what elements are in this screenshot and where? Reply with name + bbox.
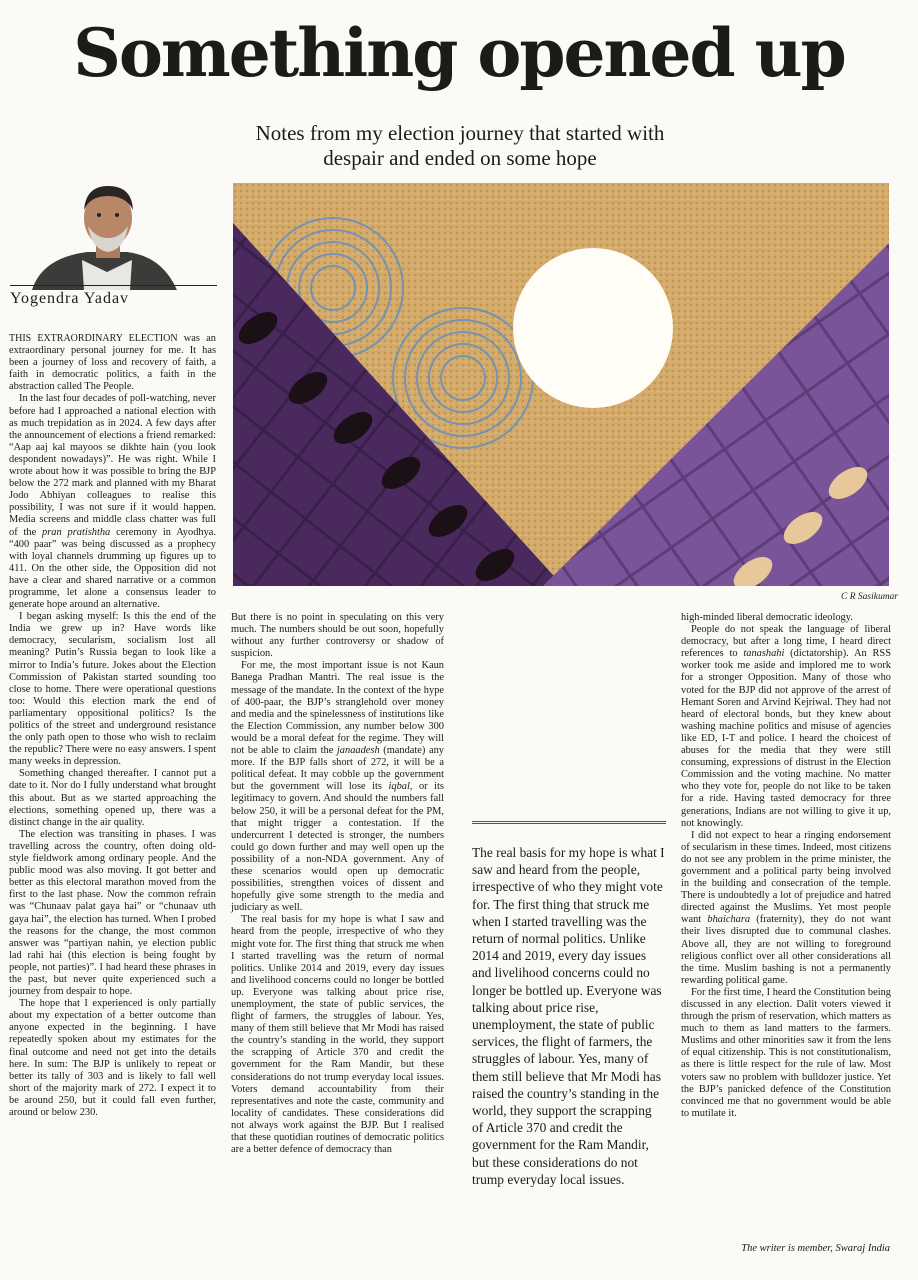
italic-term: pran pratishtha xyxy=(42,526,111,538)
paragraph-text: (fraternity), they do not want their lives disrupted due to communal clashes. Above all, they are not willing to foreground religious conflict over all other considerations all the time. Muslim bashing is not a permanently rewarding political game. xyxy=(681,914,891,986)
author-portrait-icon xyxy=(12,180,217,290)
paragraph-text: I did not expect to hear a ringing endorsement of secularism in these times. Indeed, most citizens do not see any problem in the prime minister, the government and a political party being involved in the building and consecration of the temple. There is undoubtedly a lot of prejudice and hatred directed against the Muslims. Yet most people want xyxy=(681,829,891,926)
italic-term: tanashahi xyxy=(743,648,785,660)
byline-block xyxy=(10,285,217,308)
illustration xyxy=(233,183,889,586)
pull-quote: The real basis for my hope is what I saw and heard from the people, irrespective of who they might vote for. The first thing that struck me when I started travelling was the return of normal politics. Unlike 2014 and 2019, every day issues and livelihood concerns could no longer be bottled up. Everyone was talking about price rise, unemployment, the state of public services, the flight of farmers, the struggles of labour. Yes, many of them still believe that Mr Modi has raised the country’s standing in the world, they support the scrapping of Article 370 and credit the government for the Ram Mandir, but these considerations do not trump everyday local issues. xyxy=(472,821,666,1188)
paragraph: For the first time, I heard the Constitution being discussed in any election. Dalit voters viewed it through the prism of reservation, which matters as much to them as land matters to the farmers. Muslims and other minorities saw it from the lens of equal citizenship. This is not constitutionalism, as there is little respect for the rule of law. Most voters saw no problem with bulldozer justice. Yet the BJP’s panicked defence of the Constitution convinced me that no government would be able to mutilate it. xyxy=(681,986,891,1119)
ballot-sun-illustration-icon xyxy=(233,183,889,586)
italic-term: iqbal xyxy=(388,781,410,793)
deck-subheadline: Notes from my election journey that started with despair and ended on some hope xyxy=(255,121,665,170)
author-byline: Yogendra Yadav xyxy=(10,290,130,307)
illustration-credit: C R Sasikumar xyxy=(841,592,898,602)
italic-term: janaadesh xyxy=(336,745,380,757)
paragraph-text: (mandate) any more. If the BJP falls short of 272, it will be a political defeat. It may cobble up the government but the government will lose its xyxy=(231,745,444,793)
paragraph: But there is no point in speculating on this very much. The numbers should be out soon, hopefully without any further controversy or shadow of suspicion. xyxy=(231,612,444,660)
paragraph: The real basis for my hope is what I saw and heard from the people, irrespective of who they might vote for. The first thing that struck me when I started travelling was the return of normal politics. Unlike 2014 and 2019, every day issues and livelihood concerns could no longer be bottled up. Everyone was talking about price rise, unemployment, the state of public services, the flight of farmers, the struggles of labour. Yes, many of them still believe that Mr Modi has raised the country’s standing in the world, they support the scrapping of Article 370 and credit the government for the Ram Mandir, but these considerations do not trump everyday local issues. Voters demand accountability from their representatives and note the caste, community and locality of candidates. These considerations did not always work against the BJP. But I realised that these quotidian routines of democratic politics are a better defence of democracy than xyxy=(231,914,444,1156)
paragraph xyxy=(9,333,216,393)
paragraph: The election was transiting in phases. I was travelling across the country, often doing old-style fieldwork among ordinary people. And the public mood was also moving. It got better and better as this electoral marathon moved from the first to the last phase. Now the common refrain was “Chunaav palat gaya hai” or “chunaav uth gaya hai”, the election has turned. When I probed the reasons for the change, the most common answer was “partiyan nahin, ye election public lad rahi hai (this election is being fought by people, not parties)”. I had heard these phrases in the past, but never quite experienced such a journey from despair to hope. xyxy=(9,828,216,998)
paragraph xyxy=(681,830,891,987)
paragraph-text: (dictatorship). An RSS worker took me aside and implored me to work for a stronger Opposition. Many of those who voted for the BJP did not approve of the arrest of Hemant Soren and Arvind Kejriwal. They had not heard of electoral bonds, but they knew about washing machine politics and misuse of agencies like ED, I-T and police. I heard the choicest of abuses for the media that they were still consuming, expressions of distrust in the Election Commission and the voting machine. No matter who they vote for, people do not like to be taken for a ride. Having tasted democracy for three generations, Indians are not willing to give it up, not knowingly. xyxy=(681,648,891,829)
paragraph-text: In the last four decades of poll-watching, never before had I approached a national election with as much trepidation as in 2024. A few days after the announcement of elections a friend remarked: “Aap aaj kal mayoos se dikhte hain (you look despondent nowadays)”. He was right. While I wrote about how it was possible to bring the BJP below the 272 mark and planned with my Bharat Jodo Abhiyan colleagues to realise this possibility, I was not sure if it would happen. Media screens and middle class chatter was full of the xyxy=(9,393,216,538)
paragraph: high-minded liberal democratic ideology. xyxy=(681,612,853,623)
paragraph-text: , or its legitimacy to govern. And should the numbers fall below 250, it will be a personal defeat for the PM, that might trigger a contestation. If the undercurrent I detected is stronger, the numbers could go down further and may well open up the possibility of a non-NDA government. Any of these scenarios would open up democratic possibilities, strengthen voices of dissent and hopefully give some strength to the media and judiciary as well. xyxy=(231,781,444,914)
lead-in: THIS EXTRAORDINARY ELECTION xyxy=(9,333,178,344)
byline-rule xyxy=(10,285,217,286)
paragraph-text: People do not speak the language of liberal democracy, but after a long time, I heard direct references to xyxy=(681,624,891,660)
paragraph-text: was an extraordinary personal journey for me. It has been a journey of loss and recovery of faith, a faith in democratic politics, a faith in the abstraction called The People. xyxy=(9,333,216,393)
paragraph-text: For me, the most important issue is not Kaun Banega Pradhan Mantri. The real issue is the message of the mandate. In the context of the hype of 400-paar, the BJP’s stranglehold over money and media and the spinelessness of institutions like the Election Commission, any number below 300 would be a moral defeat for the regime. They will not be able to claim the xyxy=(231,660,444,757)
paragraph xyxy=(231,660,444,914)
article-column-2 xyxy=(231,612,444,1156)
paragraph: The hope that I experienced is only partially about my expectation of a better outcome than anyone expected in the beginning. I have repeatedly spoken about my estimates for the final outcome and need not get into the details here. In sum: The BJP is unlikely to repeat or better its tally of 303 and is likely to fall well short of the majority mark of 272. I expect it to be around 250, but it could fall even further, around or below 230. xyxy=(9,998,216,1118)
paragraph xyxy=(681,624,891,830)
author-photo xyxy=(12,180,217,290)
article-column-1 xyxy=(9,333,216,1119)
paragraph: Something changed thereafter. I cannot put a date to it. Nor do I fully understand what brought this about. But as we started approaching the elections, something opened up, there was a distinct change in the air quality. xyxy=(9,768,216,828)
headline: Something opened up xyxy=(73,14,845,92)
article-column-4 xyxy=(681,612,891,1120)
author-signoff: The writer is member, Swaraj India xyxy=(741,1243,890,1254)
paragraph-text: ceremony in Ayodhya. “400 paar” was being discussed as a prophecy with loyal channels drumming up figures up to 411. On the other side, the Opposition did not have a clear and shared narrative or a common programme, let alone a consensus leader to generate hope around an alternative. xyxy=(9,526,216,611)
italic-term: bhaichara xyxy=(707,914,751,926)
paragraph: I began asking myself: Is this the end of the India we grew up in? Have words like democracy, secularism, socialism lost all meaning? Putin’s Russia began to look like a mirror to India’s future. Jokes about the Election Commission of Pakistan started sounding too close to home. There were operational questions too: Would this election mark the end of parliamentary oppositional politics? Is the politics of the street and underground resistance the only path open to those who wish to reclaim the republic? There were no easy answers. I spent many weeks in depression. xyxy=(9,611,216,768)
paragraph xyxy=(9,393,216,611)
